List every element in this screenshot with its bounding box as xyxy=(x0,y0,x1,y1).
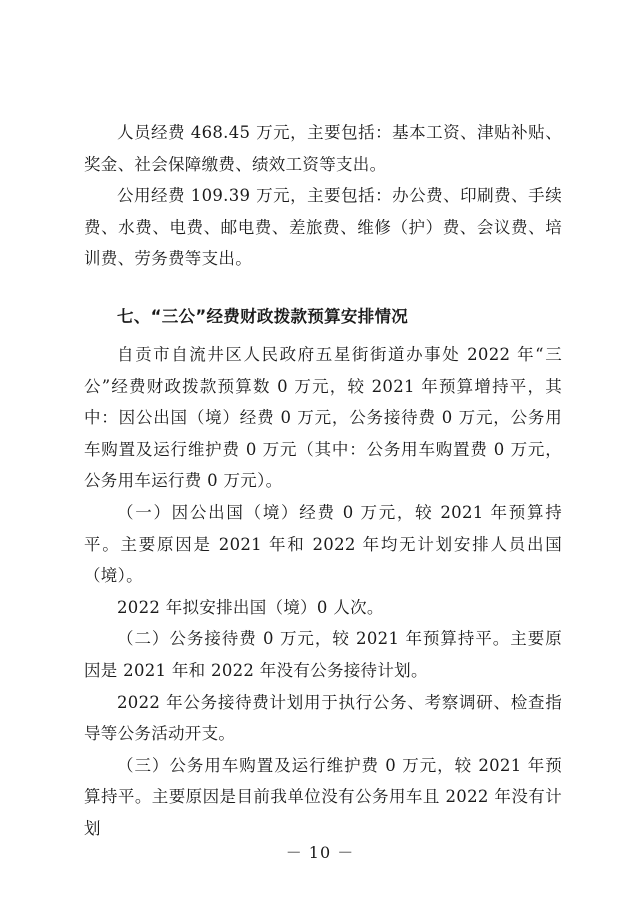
page-number: － 10 － xyxy=(285,843,355,862)
paragraph-three-public-overview: 自贡市自流井区人民政府五星街街道办事处 2022 年“三公”经费财政拨款预算数 0 万元，较 2021 年预算增持平，其中：因公出国（境）经费 0 万元，公务接待费 0 万元，公务用车购置及运行维护费 0 万元（其中：公务用车购置费 0 万元，公务用车运行费 0 万元）。 xyxy=(84,344,562,491)
paragraph-reception-plan: 2022 年公务接待费计划用于执行公务、考察调研、检查指导等公务活动开支。 xyxy=(84,692,562,744)
paragraph-overseas-travel: （一）因公出国（境）经费 0 万元，较 2021 年预算持平。主要原因是 2021 年和 2022 年均无计划安排人员出国（境）。 xyxy=(84,502,562,586)
paragraph-reception: （二）公务接待费 0 万元，较 2021 年预算持平。主要原因是 2021 年和 2022 年没有公务接待计划。 xyxy=(84,629,562,680)
paragraph-vehicles: （三）公务用车购置及运行维护费 0 万元，较 2021 年预算持平。主要原因是目前我单位没有公务用车且 2022 年没有计划 xyxy=(84,755,562,838)
body-text xyxy=(84,117,562,844)
paragraph-overseas-count: 2022 年拟安排出国（境）0 人次。 xyxy=(117,597,384,617)
section-heading: 七、“三公”经费财政拨款预算安排情况 xyxy=(117,306,409,326)
paragraph-personnel-expenses: 人员经费 468.45 万元，主要包括：基本工资、津贴补贴、奖金、社会保障缴费、绩效工资等支出。 xyxy=(84,123,562,174)
paragraph-public-expenses: 公用经费 109.39 万元，主要包括：办公费、印刷费、手续费、水费、电费、邮电费、差旅费、维修（护）费、会议费、培训费、劳务费等支出。 xyxy=(84,186,562,269)
